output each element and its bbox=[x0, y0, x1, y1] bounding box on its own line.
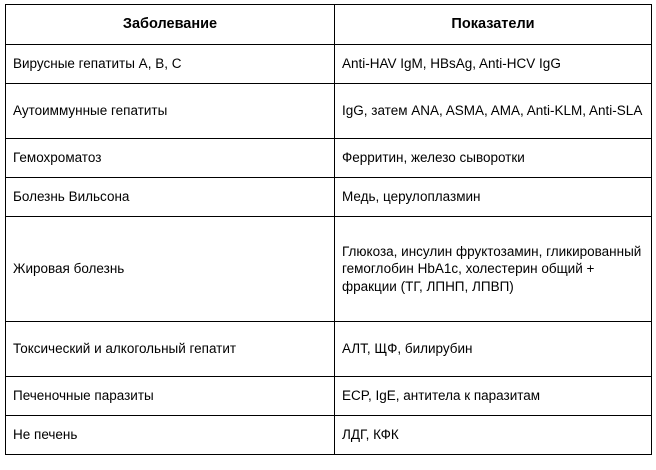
table-row bbox=[6, 377, 652, 416]
cell-disease: Токсический и алкогольный гепатит bbox=[6, 322, 335, 377]
cell-disease: Не печень bbox=[6, 416, 335, 455]
cell-disease: Болезнь Вильсона bbox=[6, 178, 335, 217]
table-row bbox=[6, 178, 652, 217]
cell-disease: Аутоиммунные гепатиты bbox=[6, 84, 335, 139]
cell-markers: Глюкоза, инсулин фруктозамин, гликированный гемоглобин HbA1c, холестерин общий + фракции (ТГ, ЛПНП, ЛПВП) bbox=[335, 217, 652, 322]
table-row bbox=[6, 45, 652, 84]
cell-markers: ECP, IgE, антитела к паразитам bbox=[335, 377, 652, 416]
cell-markers: АЛТ, ЩФ, билирубин bbox=[335, 322, 652, 377]
table-row bbox=[6, 217, 652, 322]
cell-markers: Медь, церулоплазмин bbox=[335, 178, 652, 217]
diagnostics-table bbox=[5, 4, 652, 455]
cell-disease: Вирусные гепатиты A, B, C bbox=[6, 45, 335, 84]
table-header-row bbox=[6, 5, 652, 45]
table-row bbox=[6, 322, 652, 377]
table-row bbox=[6, 416, 652, 455]
column-header-markers: Показатели bbox=[335, 5, 652, 45]
cell-markers: IgG, затем ANA, ASMA, AMA, Anti-KLM, Anti-SLA bbox=[335, 84, 652, 139]
cell-disease: Гемохроматоз bbox=[6, 139, 335, 178]
cell-markers: ЛДГ, КФК bbox=[335, 416, 652, 455]
column-header-disease: Заболевание bbox=[6, 5, 335, 45]
cell-markers: Ферритин, железо сыворотки bbox=[335, 139, 652, 178]
cell-disease: Печеночные паразиты bbox=[6, 377, 335, 416]
table-row bbox=[6, 139, 652, 178]
cell-markers: Anti-HAV IgM, HBsAg, Anti-HCV IgG bbox=[335, 45, 652, 84]
cell-disease: Жировая болезнь bbox=[6, 217, 335, 322]
table-row bbox=[6, 84, 652, 139]
